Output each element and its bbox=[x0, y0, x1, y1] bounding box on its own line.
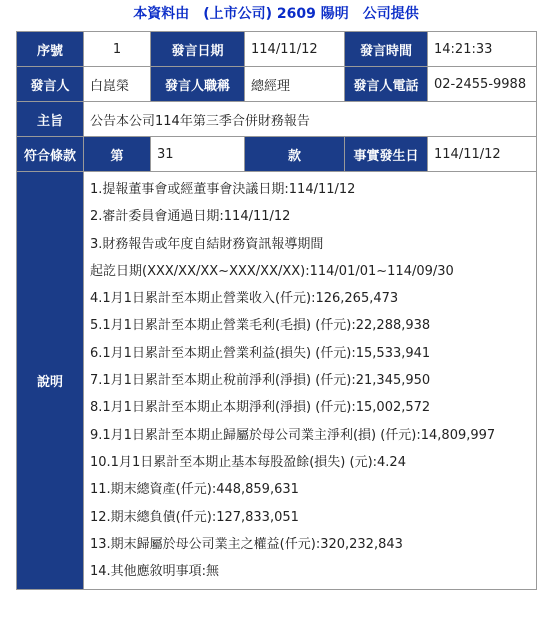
clause-label: 符合條款 bbox=[17, 137, 84, 172]
date-label: 發言日期 bbox=[151, 32, 245, 67]
description-line: 12.期末總負債(仟元):127,833,051 bbox=[90, 509, 299, 525]
date-value: 114/11/12 bbox=[245, 32, 345, 67]
time-label: 發言時間 bbox=[345, 32, 428, 67]
event-date-label: 事實發生日 bbox=[345, 137, 428, 172]
row-seq-date-time bbox=[17, 32, 537, 67]
page-title: 本資料由 (上市公司) 2609 陽明 公司提供 bbox=[133, 6, 419, 22]
position-value: 總經理 bbox=[245, 67, 345, 102]
description-line: 9.1月1日累計至本期止歸屬於母公司業主淨利(損) (仟元):14,809,997 bbox=[90, 427, 496, 443]
description-line: 13.期末歸屬於母公司業主之權益(仟元):320,232,843 bbox=[90, 536, 403, 552]
description-line: 11.期末總資產(仟元):448,859,631 bbox=[90, 482, 299, 498]
seq-value: 1 bbox=[84, 32, 151, 67]
speaker-value: 白崑榮 bbox=[84, 67, 151, 102]
subject-value: 公告本公司114年第三季合併財務報告 bbox=[84, 102, 537, 137]
description-line: 8.1月1日累計至本期止本期淨利(淨損) (仟元):15,002,572 bbox=[90, 400, 431, 416]
row-speaker bbox=[17, 67, 537, 102]
row-description bbox=[17, 172, 537, 590]
seq-label: 序號 bbox=[17, 32, 84, 67]
phone-value: 02-2455-9988 bbox=[428, 67, 537, 102]
description-line: 10.1月1日累計至本期止基本每股盈餘(損失) (元):4.24 bbox=[90, 454, 406, 470]
speaker-label: 發言人 bbox=[17, 67, 84, 102]
description-line: 5.1月1日累計至本期止營業毛利(毛損) (仟元):22,288,938 bbox=[90, 318, 431, 334]
description-line: 14.其他應敘明事項:無 bbox=[90, 564, 220, 580]
phone-label: 發言人電話 bbox=[345, 67, 428, 102]
description-line: 6.1月1日累計至本期止營業利益(損失) (仟元):15,533,941 bbox=[90, 345, 431, 361]
row-clause bbox=[17, 137, 537, 172]
item-value: 31 bbox=[151, 137, 245, 172]
description-line: 3.財務報告或年度自結財務資訊報導期間 bbox=[90, 236, 324, 252]
description-line: 起訖日期(XXX/XX/XX~XXX/XX/XX):114/01/01~114/09/30 bbox=[90, 263, 454, 279]
row-subject bbox=[17, 102, 537, 137]
event-date-value: 114/11/12 bbox=[428, 137, 537, 172]
paragraph-label: 款 bbox=[245, 137, 345, 172]
announcement-table bbox=[16, 31, 537, 590]
item-label: 第 bbox=[84, 137, 151, 172]
description-line: 7.1月1日累計至本期止稅前淨利(淨損) (仟元):21,345,950 bbox=[90, 373, 431, 389]
position-label: 發言人職稱 bbox=[151, 67, 245, 102]
subject-label: 主旨 bbox=[17, 102, 84, 137]
description-line: 2.審計委員會通過日期:114/11/12 bbox=[90, 209, 291, 225]
description-body bbox=[84, 172, 537, 590]
description-line: 1.提報董事會或經董事會決議日期:114/11/12 bbox=[90, 182, 356, 197]
description-label: 說明 bbox=[17, 172, 84, 590]
time-value: 14:21:33 bbox=[428, 32, 537, 67]
description-line: 4.1月1日累計至本期止營業收入(仟元):126,265,473 bbox=[90, 291, 399, 307]
